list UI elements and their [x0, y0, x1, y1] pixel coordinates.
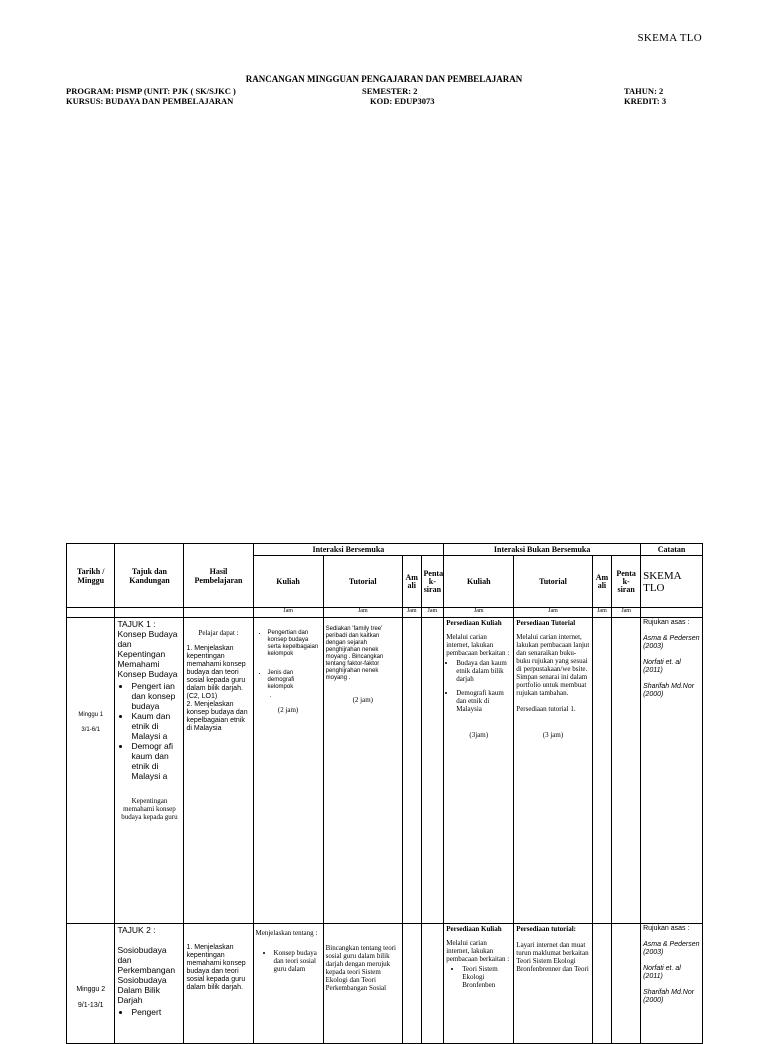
bukan-kuliah-text: Melalui carian internet, lakukan pembacaan berkaitan :: [446, 939, 510, 963]
kuliah-jam: (2 jam): [277, 706, 299, 714]
col-kuliah-header: Kuliah: [253, 556, 323, 608]
jam-cell: Jam: [592, 608, 612, 618]
minggu-cell: [67, 924, 115, 1044]
tutorial-text: Bincangkan tentang teori sosial guru dalam bilik darjah dengan merujuk kepada teori Sistem Ekologi dan Teori Perkembangan Sosial: [325, 944, 396, 992]
tajuk-cell: [115, 924, 184, 1044]
hasil-cell: [184, 924, 253, 1044]
list-item: • Demogr afi kaum dan etnik di Malaysi a: [131, 741, 181, 781]
group-bukan-bersemuka-header: Interaksi Bukan Bersemuka: [444, 544, 641, 556]
list-item: • Demografi kaum dan etnik di Malaysia: [456, 689, 511, 713]
col-tajuk-header: Tajuk dan Kandungan: [115, 544, 184, 608]
program-label: PROGRAM: PISMP (UNIT: PJK ( SK/SJKC ): [66, 86, 236, 96]
bukan-tutorial-text: Layari internet dan muat turun maklumat berkaitan Teori Sistem Ekologi Bronfenbrenner dan Teori: [516, 941, 589, 973]
kuliah-dot: .: [269, 693, 272, 699]
catatan-ref: Sharifah Md.Nor (2000): [643, 989, 695, 1004]
bukan-kuliah-text: Melalui carian internet, lakukan pembacaan berkaitan :: [446, 633, 510, 657]
bukan-kuliah-list: [446, 965, 511, 989]
document-title: RANCANGAN MINGGUAN PENGAJARAN DAN PEMBELAJARAN: [245, 74, 523, 84]
tajuk-cell: [115, 618, 184, 924]
tutorial-text: Sediakan 'family tree' peribadi dan kaitkan dengan sejarah penghijrahan nenek moyang . Bincangkan tentang faktor-faktor penghijrahan nenek moyang .: [325, 626, 384, 681]
jam-cell: Jam: [253, 608, 323, 618]
hasil-item: 1. Menjelaskan kepentingan memahami konsep budaya dan teori sosial kepada guru dalam bilik darjah.: [186, 944, 246, 991]
catatan-cell: [641, 924, 703, 1044]
kuliah-cell: [253, 618, 323, 924]
kod-label: KOD: EDUP3073: [370, 96, 435, 106]
tarikh-label: 3/1-6/1: [81, 727, 101, 733]
tutorial-cell: [323, 924, 402, 1044]
tajuk-title: TAJUK 2 :: [117, 925, 156, 935]
tajuk-list: [117, 1007, 181, 1017]
tajuk-main: Konsep Budaya dan Kepentingan Memahami Konsep Budaya: [117, 629, 178, 679]
col-tutorial-header: Tutorial: [323, 556, 402, 608]
bukan-tutorial-text2: Persediaan tutorial 1.: [516, 705, 576, 713]
bukan-kuliah-title: Persediaan Kuliah: [446, 925, 502, 933]
hasil-item: 1. Menjelaskan kepentingan memahami konsep budaya dan teori sosial kepada guru dalam bilik darjah.: [186, 645, 246, 692]
jam-cell: Jam: [402, 608, 421, 618]
bukan-kuliah-cell: [444, 924, 514, 1044]
kredit-label: KREDIT: 3: [624, 96, 667, 106]
col-hasil-header: Hasil Pembelajaran: [184, 544, 253, 608]
bukan-kuliah-list: [446, 659, 511, 713]
bukan-tutorial-text: Melalui carian internet, lakukan pembacaan lanjut dan senaraikan buku-buku rujukan yang sesuai di perpustakaan/we bsite. Simpan senarai ini dalam portfolio untuk membuat rujukan tambahan.: [516, 633, 590, 697]
minggu-label: Minggu 2: [76, 986, 106, 993]
table-row: [67, 924, 703, 1044]
col-pentaksiran2-header: Penta k- siran: [612, 556, 641, 608]
list-item: • Pengertian dan konsep budaya serta kepelbagaian kelompok: [268, 630, 321, 658]
jam-cell: Jam: [612, 608, 641, 618]
catatan-title: Rujukan asas :: [643, 619, 690, 626]
semester-label: SEMESTER: 2: [362, 86, 418, 96]
tajuk-title: TAJUK 1 :: [117, 619, 156, 629]
bukan-kuliah-cell: [444, 618, 514, 924]
minggu-cell: [67, 618, 115, 924]
list-item: • Budaya dan kaum etnik dalam bilik darjah: [456, 659, 511, 683]
weekly-plan-table: [66, 543, 703, 1044]
col-amali-header: Am ali: [402, 556, 421, 608]
bukan-tutorial-title: Persediaan Tutorial: [516, 619, 576, 627]
tahun-label: TAHUN: 2: [624, 86, 664, 96]
kuliah-list: [256, 949, 321, 973]
jam-cell: Jam: [421, 608, 444, 618]
skema-label: SKEMA TLO: [637, 32, 702, 44]
bukan-tutorial-title: Persediaan tutorial:: [516, 925, 576, 933]
hasil-cell: [184, 618, 253, 924]
kursus-label: KURSUS: BUDAYA DAN PEMBELAJARAN: [66, 96, 234, 106]
col-amali2-header: Am ali: [592, 556, 612, 608]
tajuk-footer: Kepentingan memahami konsep budaya kepada guru: [121, 797, 178, 821]
minggu-label: Minggu 1: [78, 712, 104, 718]
col-tarikh-header: Tarikh / Minggu: [67, 544, 115, 608]
catatan-ref: Asma & Pedersen (2003): [643, 941, 700, 956]
list-item: • Teori Sistem Ekologi Bronfenben: [462, 965, 511, 989]
catatan-ref: Asma & Pedersen (2003): [643, 635, 700, 650]
tarikh-label: 9/1-13/1: [77, 1002, 104, 1009]
catatan-ref: Norfati et. al (2011): [643, 659, 681, 674]
kuliah-list: [256, 630, 321, 691]
table-row: [67, 618, 703, 924]
list-item: • Pengert ian dan konsep budaya: [131, 681, 181, 711]
bukan-tutorial-cell: [514, 618, 592, 924]
kuliah-intro: Menjelaskan tentang :: [255, 929, 318, 937]
hasil-item: 2. Menjelaskan konsep budaya dan kepelbagaian etnik di Malaysia: [186, 701, 248, 732]
catatan-cell: [641, 618, 703, 924]
bukan-tutorial-jam: (3 jam): [542, 731, 564, 739]
col-catatan-header: Catatan: [641, 544, 703, 556]
tajuk-list: [117, 681, 181, 781]
jam-cell: Jam: [514, 608, 592, 618]
catatan-ref: Norfati et. al (2011): [643, 965, 681, 980]
list-item: • Kaum dan etnik di Malaysi a: [131, 711, 181, 741]
list-item: • Konsep budaya dan teori sosial guru dalam: [274, 949, 321, 973]
catatan-title: Rujukan asas :: [643, 925, 690, 932]
kuliah-cell: [253, 924, 323, 1044]
list-item: • Jenis dan demografi kelompok: [268, 670, 321, 691]
tutorial-cell: [323, 618, 402, 924]
skema-tag: SKEMA TLO: [641, 556, 703, 608]
bukan-kuliah-title: Persediaan Kuliah: [446, 619, 502, 627]
hasil-intro: Pelajar dapat :: [198, 629, 239, 637]
bukan-tutorial-cell: [514, 924, 592, 1044]
col-tutorial2-header: Tutorial: [514, 556, 592, 608]
bukan-kuliah-jam: (3jam): [469, 731, 489, 739]
group-bersemuka-header: Interaksi Bersemuka: [253, 544, 444, 556]
tutorial-jam: (2 jam): [352, 696, 373, 704]
hasil-item: (C2, LO1): [186, 693, 218, 700]
col-pentaksiran-header: Penta k- siran: [421, 556, 444, 608]
list-item: • Pengert: [131, 1007, 181, 1017]
tajuk-main: Sosiobudaya dan Perkembangan Sosiobudaya Dalam Bilik Darjah: [117, 945, 176, 1005]
jam-cell: Jam: [323, 608, 402, 618]
catatan-ref: Sharifah Md.Nor (2000): [643, 683, 695, 698]
jam-cell: Jam: [444, 608, 514, 618]
col-kuliah2-header: Kuliah: [444, 556, 514, 608]
